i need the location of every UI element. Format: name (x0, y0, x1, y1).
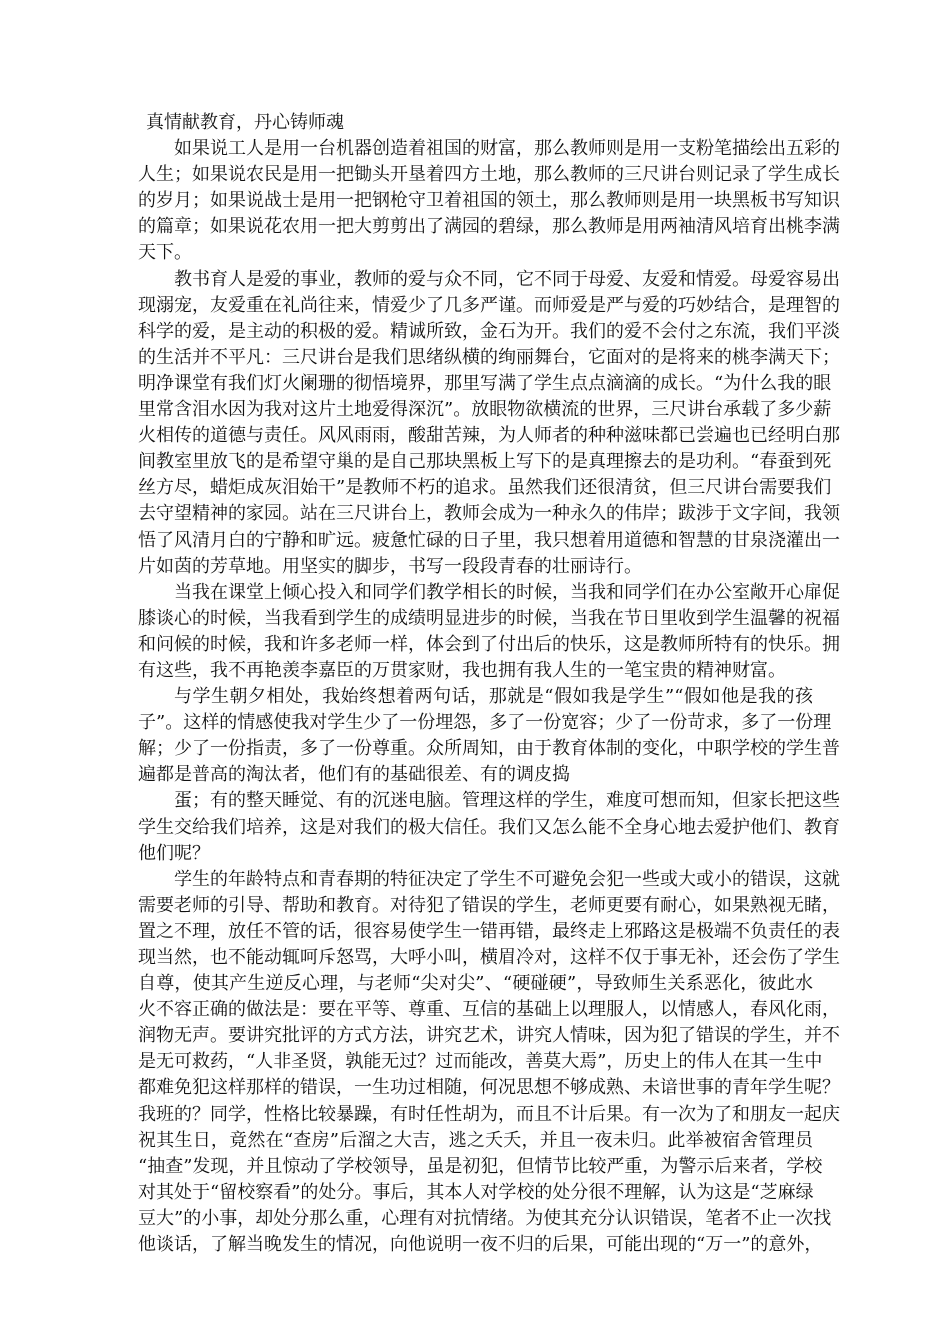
paragraph (138, 136, 840, 266)
paragraph-line: 的篇章；如果说花农用一把大剪剪出了满园的碧绿，那么教师是用两袖清风培育出桃李满 (138, 216, 840, 238)
paragraph-line: 解；少了一份指责，多了一份尊重。众所周知，由于教育体制的变化，中职学校的学生普 (138, 738, 840, 760)
paragraph-line: 子”。这样的情感使我对学生少了一份埋怨，多了一份宽容；少了一份苛求，多了一份理 (138, 712, 832, 734)
paragraph-line: 片如茵的芳草地。用坚实的脚步，书写一段段青春的壮丽诗行。 (138, 555, 642, 577)
paragraph (138, 788, 840, 866)
paragraph-line: 与学生朝夕相处，我始终想着两句话，那就是“假如我是学生”“假如他是我的孩 (174, 686, 813, 708)
paragraph-line: 他们呢？ (138, 842, 210, 864)
paragraph-line: 他谈话，了解当晚发生的情况，向他说明一夜不归的后果，可能出现的“万一”的意外， (138, 1234, 823, 1256)
paragraph-line: “抽查”发现，并且惊动了学校领导，虽是初犯，但情节比较严重，为警示后来者，学校 (138, 1155, 823, 1177)
paragraph-line: 置之不理，放任不管的话，很容易使学生一错再错，最终走上邪路这是极端不负责任的表 (138, 920, 840, 942)
paragraph-line: 和问候的时候，我和许多老师一样，体会到了付出后的快乐，这是教师所特有的快乐。拥 (138, 633, 840, 655)
paragraph-line: 膝谈心的时候，当我看到学生的成绩明显进步的时候，当我在节日里收到学生温馨的祝福 (138, 607, 840, 629)
paragraph-line: 现当然，也不能动辄呵斥怒骂，大呼小叫，横眉冷对，这样不仅于事无补，还会伤了学生 (138, 947, 840, 968)
paragraph-line: 火相传的道德与责任。风风雨雨，酸甜苦辣，为人师者的种种滋味都已尝遍也已经明白那 (138, 425, 840, 447)
paragraph-line: 豆大”的小事，却处分那么重，心理有对抗情绪。为使其充分认识错误，笔者不止一次找 (138, 1207, 832, 1229)
paragraph-line: 学生交给我们培养，这是对我们的极大信任。我们又怎么能不全身心地去爱护他们、教育 (138, 816, 840, 838)
paragraph-line: 自尊，使其产生逆反心理，与老师“尖对尖”、“硬碰硬”，导致师生关系恶化，彼此水 (138, 973, 813, 995)
paragraph-line: 火不容正确的做法是：要在平等、尊重、互信的基础上以理服人，以情感人，春风化雨， (138, 999, 840, 1021)
paragraph-line: 人生；如果说农民是用一把锄头开垦着四方土地，那么教师的三尺讲台则记录了学生成长 (138, 164, 840, 186)
document-page (138, 110, 840, 1258)
paragraph-line: 间教室里放飞的是希望守巢的是自己那块黑板上写下的是真理擦去的是功利。“春蚕到死 (138, 451, 832, 473)
paragraph (138, 684, 840, 788)
document-title: 真情献教育，丹心铸师魂 (146, 112, 344, 133)
paragraph-line: 天下。 (138, 242, 192, 264)
paragraph (138, 867, 840, 1258)
paragraph-line: 去守望精神的家园。站在三尺讲台上，教师会成为一种永久的伟岸；跋涉于文字间，我领 (138, 503, 840, 525)
paragraph-line: 明净课堂有我们灯火阑珊的彻悟境界，那里写满了学生点点滴滴的成长。“为什么我的眼 (138, 372, 832, 394)
paragraph-line: 都难免犯这样那样的错误，一生功过相随，何况思想不够成熟、未谙世事的青年学生呢？ (138, 1077, 840, 1099)
paragraph-line: 需要老师的引导、帮助和教育。对待犯了错误的学生，老师更要有耐心，如果熟视无睹， (138, 894, 840, 916)
paragraph-line: 现溺宠，友爱重在礼尚往来，情爱少了几多严谨。而师爱是严与爱的巧妙结合，是理智的 (138, 294, 840, 316)
paragraph-line: 教书育人是爱的事业，教师的爱与众不同，它不同于母爱、友爱和情爱。母爱容易出 (174, 268, 840, 290)
paragraph-line: 的岁月；如果说战士是用一把钢枪守卫着祖国的领土，那么教师则是用一块黑板书写知识 (138, 190, 840, 212)
paragraph-line: 祝其生日，竟然在“查房”后溜之大吉，逃之夭夭，并且一夜未归。此举被宿舍管理员 (138, 1129, 813, 1151)
paragraph-line: 学生的年龄特点和青春期的特征决定了学生不可避免会犯一些或大或小的错误，这就 (174, 868, 840, 890)
paragraph-line: 当我在课堂上倾心投入和同学们教学相长的时候，当我和同学们在办公室敞开心扉促 (174, 581, 840, 603)
paragraph-line: 遍都是普高的淘汰者，他们有的基础很差、有的调皮捣 (138, 764, 570, 786)
paragraph-line: 科学的爱，是主动的积极的爱。精诚所致，金石为开。我们的爱不会付之东流，我们平淡 (138, 320, 840, 342)
paragraph (138, 267, 840, 580)
paragraph-line: 有这些，我不再艳羡李嘉臣的万贯家财，我也拥有我人生的一笔宝贵的精神财富。 (138, 659, 786, 681)
paragraph-line: 的生活并不平凡：三尺讲台是我们思绪纵横的绚丽舞台，它面对的是将来的桃李满天下； (138, 346, 840, 368)
paragraph-line: 悟了风清月白的宁静和旷远。疲惫忙碌的日子里，我只想着用道德和智慧的甘泉浇灌出一 (138, 529, 840, 551)
paragraph-line: 丝方尽，蜡炬成灰泪始干”是教师不朽的追求。虽然我们还很清贫，但三尺讲台需要我们 (138, 477, 832, 499)
paragraph-line: 蛋；有的整天睡觉、有的沉迷电脑。管理这样的学生，难度可想而知，但家长把这些 (174, 790, 840, 812)
paragraph-line: 是无可救药，“人非圣贤，孰能无过？过而能改，善莫大焉”，历史上的伟人在其一生中 (138, 1051, 823, 1073)
paragraph-line: 如果说工人是用一台机器创造着祖国的财富，那么教师则是用一支粉笔描绘出五彩的 (174, 138, 840, 160)
paragraph-line: 对其处于“留校察看”的处分。事后，其本人对学校的处分很不理解，认为这是“芝麻绿 (138, 1181, 814, 1203)
paragraph (138, 580, 840, 684)
document-body (138, 136, 840, 1258)
paragraph-line: 润物无声。要讲究批评的方式方法，讲究艺术，讲究人情味，因为犯了错误的学生，并不 (138, 1025, 840, 1047)
paragraph-line: 里常含泪水因为我对这片土地爱得深沉”。放眼物欲横流的世界，三尺讲台承载了多少薪 (138, 399, 832, 421)
paragraph-line: 我班的？同学，性格比较暴躁，有时任性胡为，而且不计后果。有一次为了和朋友一起庆 (138, 1103, 840, 1125)
